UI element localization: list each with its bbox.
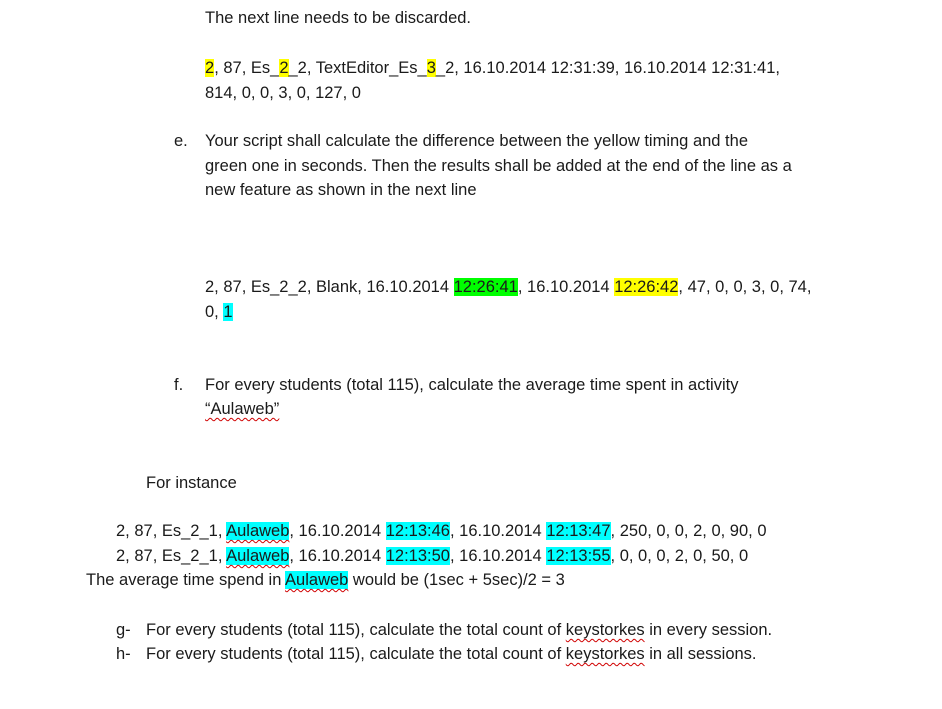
highlight-cyan-time: 12:13:47 xyxy=(546,522,611,540)
item-e-example-line-1: 2, 87, Es_2_2, Blank, 16.10.2014 12:26:41, 16.10.2014 12:26:42, 47, 0, 0, 3, 0, 74, xyxy=(205,278,812,296)
highlight-cyan-activity: Aulaweb xyxy=(285,571,349,589)
highlight-yellow-time: 12:26:42 xyxy=(614,278,679,296)
spell-check-word: keystorkes xyxy=(565,645,645,663)
item-h-text: For every students (total 115), calculate the total count of keystorkes in all sessions. xyxy=(146,645,757,663)
highlight-cyan-time: 12:13:50 xyxy=(385,547,450,565)
item-e-text-line-3: new feature as shown in the next line xyxy=(205,181,477,199)
item-e-text-line-2: green one in seconds. Then the results shall be added at the end of the line as a xyxy=(205,157,792,175)
instance-row-2: 2, 87, Es_2_1, Aulaweb, 16.10.2014 12:13:50, 16.10.2014 12:13:55, 0, 0, 0, 2, 0, 50, 0 xyxy=(116,547,749,565)
item-h-marker: h- xyxy=(116,645,131,663)
highlight-green-time: 12:26:41 xyxy=(453,278,518,296)
item-f-text-line-1: For every students (total 115), calculate the average time spent in activity xyxy=(205,376,739,394)
discard-example-line-1: 2, 87, Es_2_2, TextEditor_Es_3_2, 16.10.2014 12:31:39, 16.10.2014 12:31:41, xyxy=(205,59,780,77)
average-sentence: The average time spend in Aulaweb would be (1sec + 5sec)/2 = 3 xyxy=(86,571,565,589)
spell-check-word: keystorkes xyxy=(565,621,645,639)
highlight-cyan-time: 12:13:46 xyxy=(385,522,450,540)
highlight-yellow: 2 xyxy=(279,59,289,77)
instance-row-1: 2, 87, Es_2_1, Aulaweb, 16.10.2014 12:13:46, 16.10.2014 12:13:47, 250, 0, 0, 2, 0, 90, 0 xyxy=(116,522,767,540)
highlight-cyan-activity: Aulaweb xyxy=(226,522,290,540)
item-e-text-line-1: Your script shall calculate the difference between the yellow timing and the xyxy=(205,132,748,150)
discard-example-line-2: 814, 0, 0, 3, 0, 127, 0 xyxy=(205,84,361,102)
item-g-marker: g- xyxy=(116,621,131,639)
highlight-cyan-time: 12:13:55 xyxy=(546,547,611,565)
highlight-yellow: 3 xyxy=(426,59,436,77)
item-e-example-line-2: 0, 1 xyxy=(205,303,233,321)
discard-intro: The next line needs to be discarded. xyxy=(205,9,472,27)
item-e-marker: e. xyxy=(174,132,188,150)
highlight-cyan-result: 1 xyxy=(223,303,233,321)
item-f-marker: f. xyxy=(174,376,184,394)
item-g-text: For every students (total 115), calculate the total count of keystorkes in every session. xyxy=(146,621,773,639)
highlight-cyan-activity: Aulaweb xyxy=(226,547,290,565)
item-f-text-line-2 xyxy=(205,398,279,420)
highlight-yellow: 2 xyxy=(205,59,215,77)
spell-check-word: “Aulaweb” xyxy=(205,400,280,418)
for-instance-label: For instance xyxy=(146,474,237,492)
